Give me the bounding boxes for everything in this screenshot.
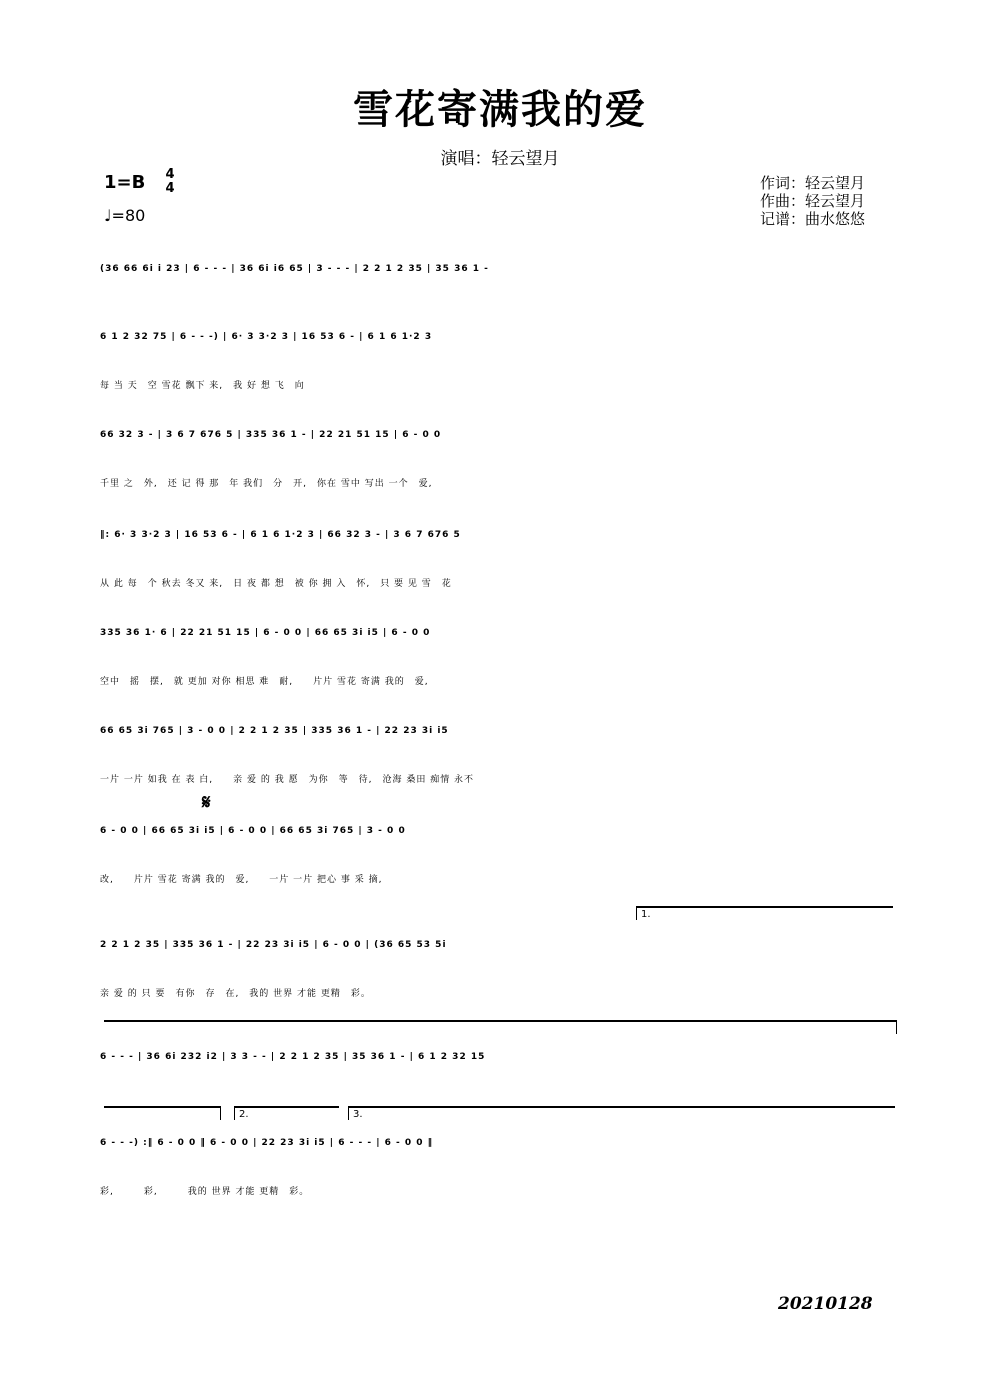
notation-line: 6 - 0 0 | 66 65 3i i5 | 6 - 0 0 | 66 65 3i 765 | 3 - 0 0 (100, 826, 406, 836)
lyrics-line: 一片 一片 如我 在 表 白, 亲 爱 的 我 愿 为你 等 待, 沧海 桑田 痴情 永不 (100, 775, 475, 785)
time-signature-top: 4 (165, 167, 175, 182)
notation-line: 335 36 1· 6 | 22 21 51 15 | 6 - 0 0 | 66 65 3i i5 | 6 - 0 0 (100, 628, 431, 638)
notation-line: 6 - - -) :‖ 6 - 0 0 ‖ 6 - 0 0 | 22 23 3i i5 | 6 - - - | 6 - 0 0 ‖ (100, 1138, 434, 1148)
volta-label: 1. (641, 909, 651, 920)
volta-bracket-1-end (104, 1106, 221, 1120)
segno-sign: 𝄋 (202, 790, 211, 814)
volta-label: 2. (239, 1109, 249, 1120)
lyrics-line: 彩, 彩, 我的 世界 才能 更精 彩。 (100, 1187, 310, 1197)
volta-label: 3. (353, 1109, 363, 1120)
time-signature-bottom: 4 (165, 181, 175, 196)
credits-block (760, 174, 865, 228)
lyrics-line: 亲 爱 的 只 要 有你 存 在, 我的 世界 才能 更精 彩。 (100, 989, 371, 999)
volta-bracket-1-continued (104, 1020, 897, 1034)
date-stamp: 20210128 (778, 1294, 873, 1314)
lyrics-line: 千里 之 外, 还 记 得 那 年 我们 分 开, 你在 雪中 写出 一个 爱, (100, 479, 433, 489)
lyricist-credit: 作词：轻云望月 (760, 174, 866, 192)
notation-line: 66 32 3 - | 3 6 7 676 5 | 335 36 1 - | 22 21 51 15 | 6 - 0 0 (100, 430, 442, 440)
lyrics-line: 空中 摇 摆, 就 更加 对你 相思 难 耐, 片片 雪花 寄满 我的 爱, (100, 677, 429, 687)
song-title: 雪花寄满我的爱 (353, 86, 647, 133)
tempo-marking: ♩=80 (104, 206, 146, 225)
lyrics-line: 每 当 天 空 雪花 飘下 来, 我 好 想 飞 向 (100, 381, 305, 391)
lyrics-line: 从 此 每 个 秋去 冬又 来, 日 夜 都 想 被 你 拥 入 怀, 只 要 见 雪 花 (100, 579, 452, 589)
volta-bracket-1 (636, 906, 893, 920)
notation-line: 66 65 3i 765 | 3 - 0 0 | 2 2 1 2 35 | 335 36 1 - | 22 23 3i i5 (100, 726, 449, 736)
notation-line: (36 66 6i i 23 | 6 - - - | 36 6i i6 65 | 3 - - - | 2 2 1 2 35 | 35 36 1 - (100, 264, 489, 274)
notation-line: 6 - - - | 36 6i 232 i2 | 3 3 - - | 2 2 1 2 35 | 35 36 1 - | 6 1 2 32 15 (100, 1052, 486, 1062)
time-signature (160, 168, 180, 196)
volta-bracket-2 (234, 1106, 339, 1120)
composer-credit: 作曲：轻云望月 (760, 192, 866, 210)
notation-line: 6 1 2 32 75 | 6 - - -) | 6· 3 3·2 3 | 16 53 6 - | 6 1 6 1·2 3 (100, 332, 433, 342)
lyrics-line: 改, 片片 雪花 寄满 我的 爱, 一片 一片 把心 事 采 摘, (100, 875, 383, 885)
key-signature: 1=B (104, 172, 146, 193)
transcriber-credit: 记谱：曲水悠悠 (760, 210, 866, 228)
singer-credit: 演唱：轻云望月 (440, 149, 560, 169)
notation-line: ‖: 6· 3 3·2 3 | 16 53 6 - | 6 1 6 1·2 3 | 66 32 3 - | 3 6 7 676 5 (100, 530, 461, 540)
volta-bracket-3 (348, 1106, 895, 1120)
notation-line: 2 2 1 2 35 | 335 36 1 - | 22 23 3i i5 | 6 - 0 0 | (36 65 53 5i (100, 940, 447, 950)
